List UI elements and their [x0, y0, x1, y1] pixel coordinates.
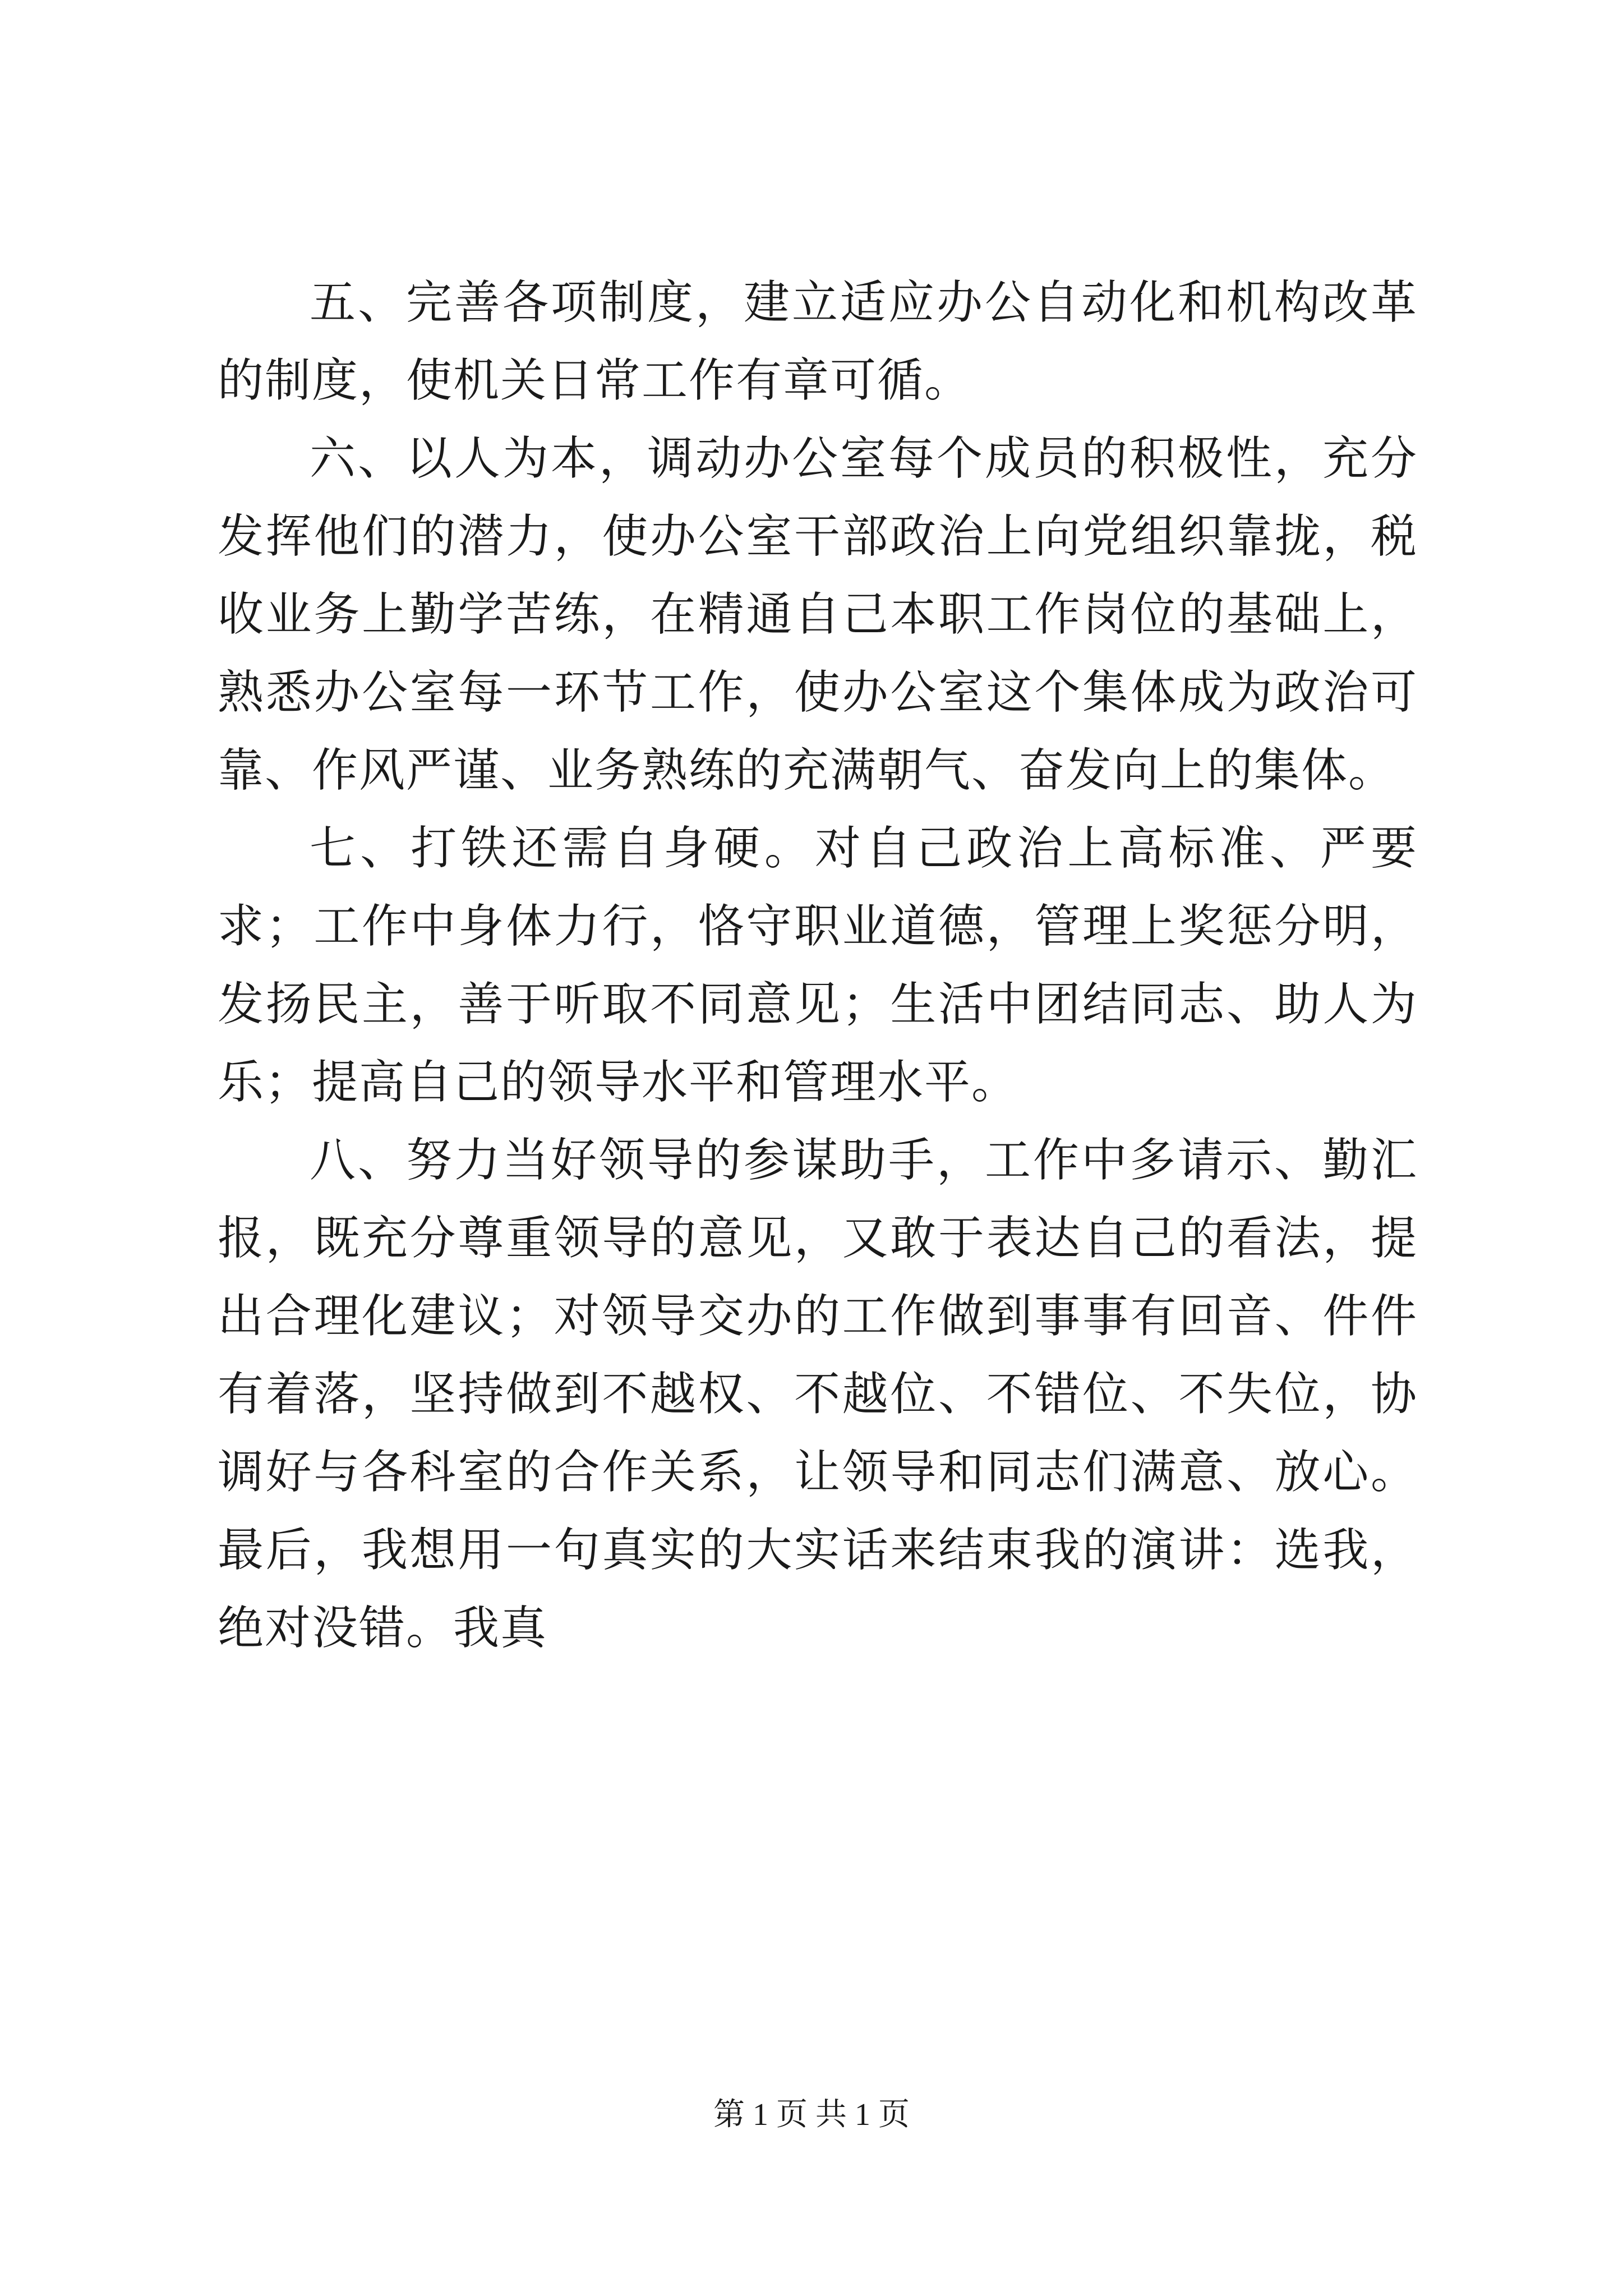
page-footer: 第 1 页 共 1 页	[713, 2097, 910, 2132]
document-body	[218, 264, 1418, 1667]
paragraph-five: 五、完善各项制度，建立适应办公自动化和机构改革的制度，使机关日常工作有章可循。	[218, 276, 1418, 407]
paragraph-seven: 七、打铁还需自身硬。对自己政治上高标准、严要求；工作中身体力行，恪守职业道德，管理上奖惩分明，发扬民主，善于听取不同意见；生活中团结同志、助人为乐；提高自己的领导水平和管理水平。	[218, 822, 1418, 1109]
paragraph-eight: 八、努力当好领导的参谋助手，工作中多请示、勤汇报，既充分尊重领导的意见，又敢于表达自己的看法，提出合理化建议；对领导交办的工作做到事事有回音、件件有着落，坚持做到不越权、不越位、不错位、不失位，协调好与各科室的合作关系，让领导和同志们满意、放心。最后，我想用一句真实的大实话来结束我的演讲：选我，绝对没错。我真	[218, 1134, 1418, 1655]
paragraph-six: 六、以人为本，调动办公室每个成员的积极性，充分发挥他们的潜力，使办公室干部政治上向党组织靠拢，税收业务上勤学苦练，在精通自己本职工作岗位的基础上，熟悉办公室每一环节工作，使办公室这个集体成为政治可靠、作风严谨、业务熟练的充满朝气、奋发向上的集体。	[218, 432, 1418, 797]
